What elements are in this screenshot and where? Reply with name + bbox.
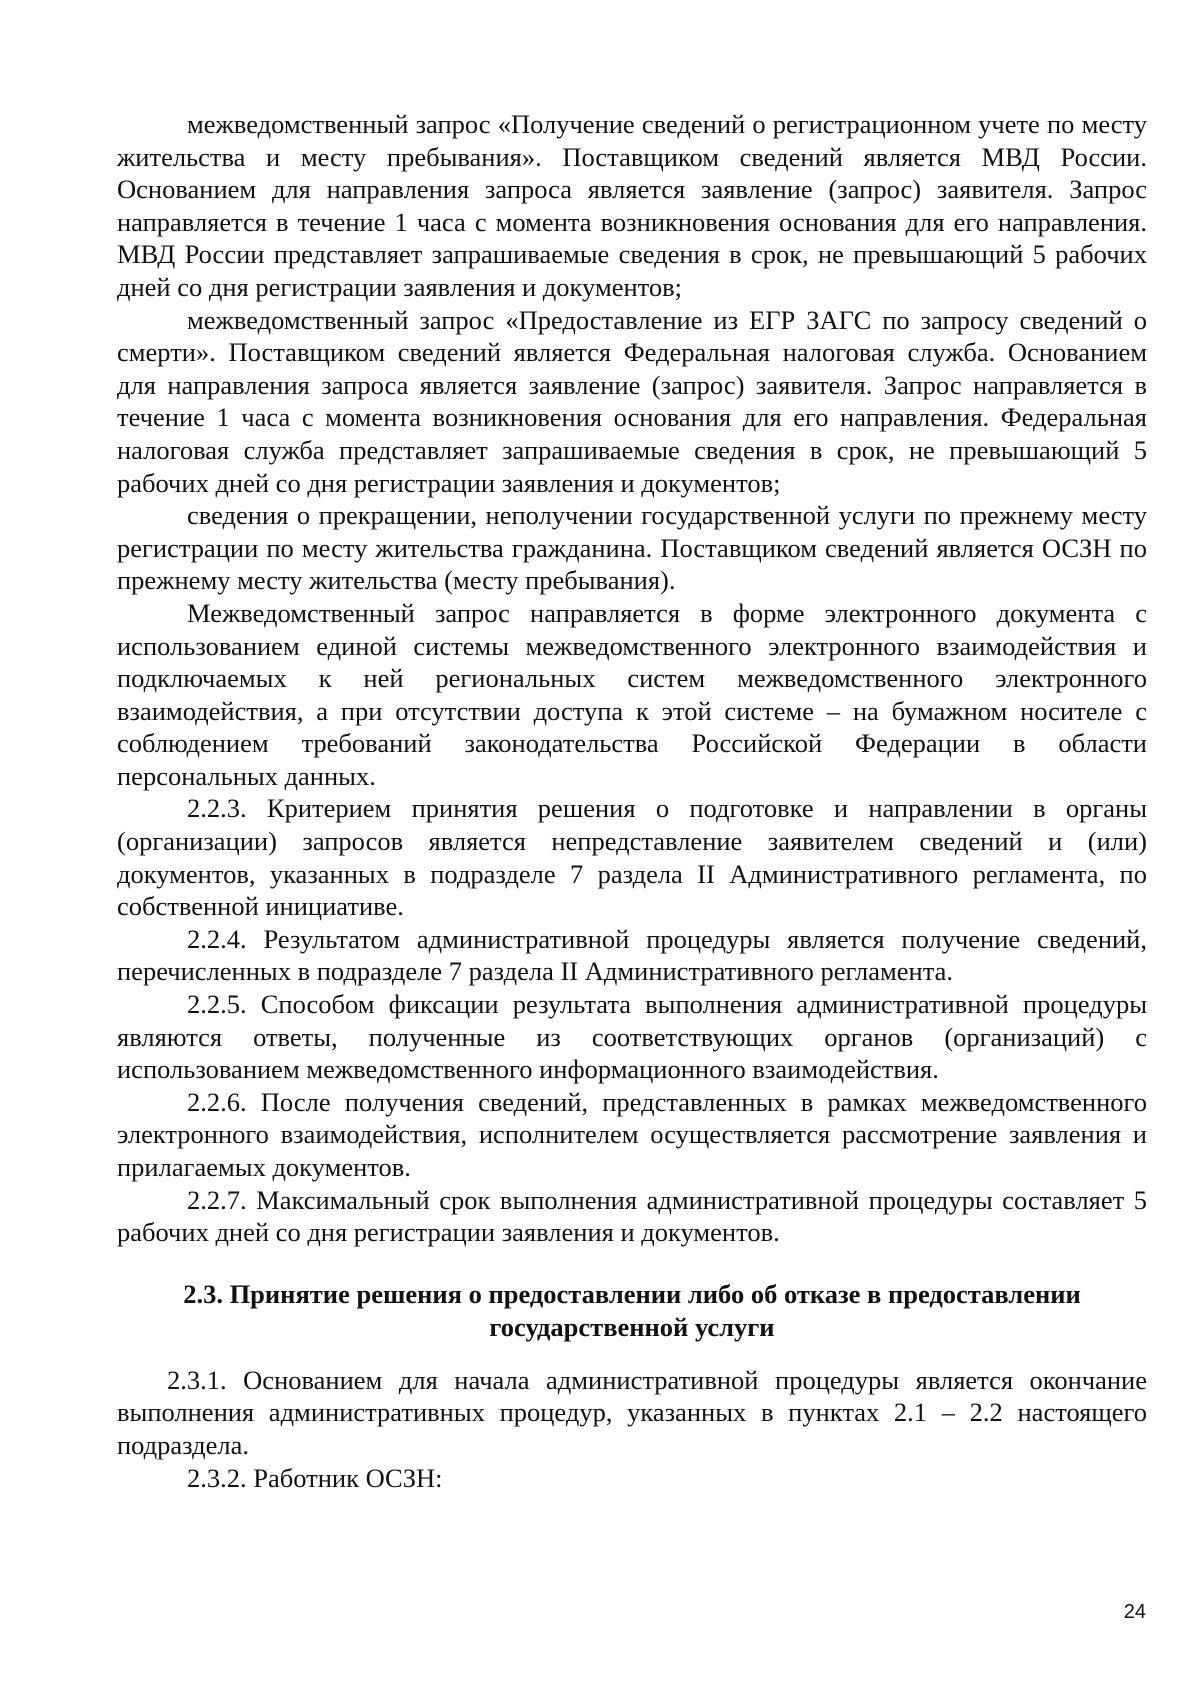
paragraph-electronic-request: Межведомственный запрос направляется в форме электронного документа с использованием единой системы межведомственного электронного взаимодействия и подключаемых к ней региональных систем межведомственного электронного взаимодействия, а при отсутствии доступа к этой системе – на бумажном носителе с соблюдением требований законодательства Российской Федерации в области персональных данных.	[117, 597, 1147, 791]
paragraph-2-2-7: 2.2.7. Максимальный срок выполнения административной процедуры составляет 5 рабочих дней со дня регистрации заявления и документов.	[117, 1184, 1147, 1248]
document-page	[117, 108, 1147, 1494]
paragraph-zags-request: межведомственный запрос «Предоставление из ЕГР ЗАГС по запросу сведений о смерти». Поставщиком сведений является Федеральная налоговая служба. Основанием для направления запроса является заявление (запрос) заявителя. Запрос направляется в течение 1 часа с момента возникновения основания для его направления. Федеральная налоговая служба представляет запрашиваемые сведения в срок, не превышающий 5 рабочих дней со дня регистрации заявления и документов;	[117, 304, 1147, 498]
paragraph-2-2-3: 2.2.3. Критерием принятия решения о подготовке и направлении в органы (организации) запросов является непредставление заявителем сведений и (или) документов, указанных в подразделе 7 раздела II Административного регламента, по собственной инициативе.	[117, 793, 1147, 922]
page-number: 24	[1123, 1601, 1146, 1623]
section-heading-line2: государственной услуги	[489, 1311, 775, 1342]
paragraph-2-2-5: 2.2.5. Способом фиксации результата выполнения административной процедуры являются ответы, полученные из соответствующих органов (организаций) с использованием межведомственного информационного взаимодействия.	[117, 989, 1147, 1085]
paragraph-mvd-request: межведомственный запрос «Получение сведений о регистрационном учете по месту жительства и месту пребывания». Поставщиком сведений является МВД России. Основанием для направления запроса является заявление (запрос) заявителя. Запрос направляется в течение 1 часа с момента возникновения основания для его направления. МВД России представляет запрашиваемые сведения в срок, не превышающий 5 рабочих дней со дня регистрации заявления и документов;	[117, 109, 1147, 302]
paragraph-2-2-6: 2.2.6. После получения сведений, представленных в рамках межведомственного электронного взаимодействия, исполнителем осуществляется рассмотрение заявления и прилагаемых документов.	[117, 1086, 1147, 1182]
paragraph-2-3-1: 2.3.1. Основанием для начала административной процедуры является окончание выполнения административных процедур, указанных в пунктах 2.1 – 2.2 настоящего подраздела.	[117, 1364, 1147, 1460]
paragraph-2-3-2: 2.3.2. Работник ОСЗН:	[187, 1462, 443, 1493]
paragraph-oszn-info: сведения о прекращении, неполучении государственной услуги по прежнему месту регистрации по месту жительства гражданина. Поставщиком сведений является ОСЗН по прежнему месту жительства (месту пребывания).	[117, 500, 1147, 596]
section-heading-line1: 2.3. Принятие решения о предоставлении либо об отказе в предоставлении	[183, 1278, 1081, 1309]
paragraph-2-2-4: 2.2.4. Результатом административной процедуры является получение сведений, перечисленных в подразделе 7 раздела II Административного регламента.	[117, 923, 1147, 987]
section-heading-2-3	[117, 1278, 1147, 1344]
